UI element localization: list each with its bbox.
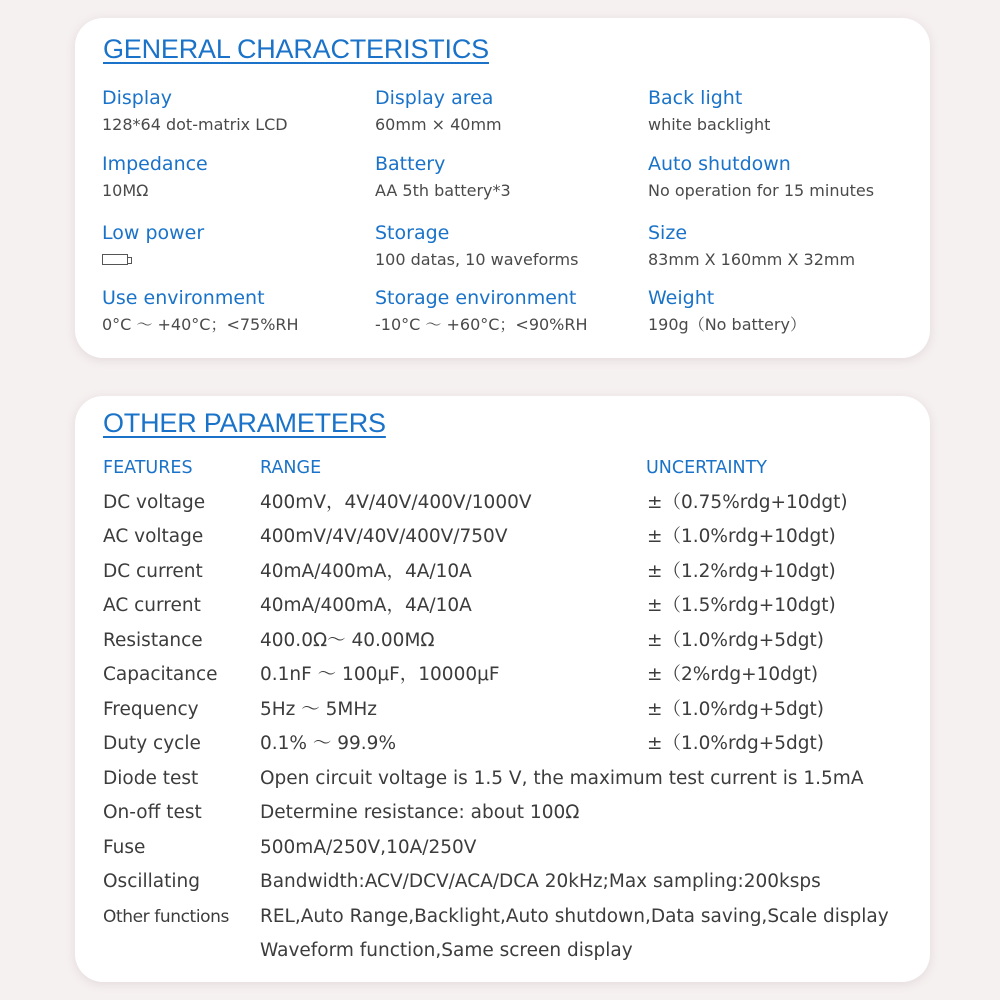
param-row-dc-voltage [75,491,930,521]
column-header-uncertainty: UNCERTAINTY [646,458,767,478]
param-row-other-functions [75,905,930,935]
spec-label: Low power [102,222,205,244]
spec-value: 83mm X 160mm X 32mm [648,250,856,269]
spec-label: Impedance [102,153,208,175]
param-uncertainty: ±（2%rdg+10dgt) [647,664,819,685]
param-feature: AC current [103,595,201,616]
param-feature: DC voltage [103,492,206,513]
param-feature: Frequency [103,699,199,720]
param-row-on-off-test [75,801,930,831]
spec-value: 60mm × 40mm [375,115,502,134]
spec-label: Back light [648,87,743,109]
param-uncertainty: ±（1.5%rdg+10dgt) [647,595,836,616]
param-row-dc-current [75,560,930,590]
param-feature: On-off test [103,802,202,823]
general-characteristics-card [75,18,930,358]
spec-use-environment [102,286,367,335]
param-range: 0.1nF ～ 100μF，10000μF [260,664,500,685]
spec-weight [648,286,913,335]
spec-value: 190g（No battery） [648,315,806,334]
param-uncertainty: ±（1.2%rdg+10dgt) [647,561,836,582]
column-header-features: FEATURES [103,458,193,478]
param-feature: Fuse [103,837,146,858]
spec-battery [375,152,640,201]
param-feature: Oscillating [103,871,200,892]
spec-back-light [648,86,913,135]
spec-label: Storage environment [375,287,577,309]
column-header-range: RANGE [260,458,322,478]
spec-storage-environment [375,286,640,335]
param-row-frequency [75,698,930,728]
spec-value: -10°C ～ +60°C；<90%RH [375,315,588,334]
param-range: 400.0Ω～ 40.00MΩ [260,630,435,651]
param-row-ac-voltage [75,525,930,555]
spec-label: Display [102,87,173,109]
param-range: Open circuit voltage is 1.5 V, the maximum test current is 1.5mA [260,768,864,789]
param-feature: Duty cycle [103,733,201,754]
param-feature: DC current [103,561,203,582]
param-row-duty-cycle [75,732,930,762]
spec-value: 0°C ～ +40°C；<75%RH [102,315,299,334]
param-uncertainty: ±（1.0%rdg+5dgt) [647,699,824,720]
spec-value: 128*64 dot-matrix LCD [102,115,288,134]
param-range: 0.1% ～ 99.9% [260,733,397,754]
param-uncertainty: ±（1.0%rdg+5dgt) [647,733,824,754]
spec-label: Auto shutdown [648,153,791,175]
spec-label: Storage [375,222,450,244]
spec-value: No operation for 15 minutes [648,181,875,200]
param-range: 5Hz ～ 5MHz [260,699,378,720]
param-uncertainty: ±（1.0%rdg+10dgt) [647,526,836,547]
param-feature: Capacitance [103,664,218,685]
param-range: REL,Auto Range,Backlight,Auto shutdown,Data saving,Scale display [260,906,889,927]
param-uncertainty: ±（0.75%rdg+10dgt) [647,492,848,513]
param-row-other-functions-continued [75,939,930,969]
param-row-resistance [75,629,930,659]
param-range: 400mV/4V/40V/400V/750V [260,526,508,547]
spec-value: AA 5th battery*3 [375,181,511,200]
spec-label: Display area [375,87,494,109]
param-range: 40mA/400mA，4A/10A [260,561,472,582]
param-uncertainty: ±（1.0%rdg+5dgt) [647,630,824,651]
spec-display [102,86,367,135]
spec-value: 100 datas, 10 waveforms [375,250,579,269]
spec-label: Size [648,222,688,244]
spec-label: Weight [648,287,715,309]
param-range: 400mV，4V/40V/400V/1000V [260,492,532,513]
spec-value: white backlight [648,115,771,134]
spec-value: 10MΩ [102,181,149,200]
general-characteristics-title: GENERAL CHARACTERISTICS [103,34,489,64]
battery-low-icon [102,254,128,265]
param-row-fuse [75,836,930,866]
other-parameters-title: OTHER PARAMETERS [103,408,386,438]
param-range: Bandwidth:ACV/DCV/ACA/DCA 20kHz;Max sampling:200ksps [260,871,821,892]
spec-display-area [375,86,640,135]
param-range: 500mA/250V,10A/250V [260,837,477,858]
other-parameters-card [75,396,930,982]
param-row-ac-current [75,594,930,624]
spec-label: Use environment [102,287,265,309]
spec-value [102,250,367,270]
spec-impedance [102,152,367,201]
spec-size [648,221,913,270]
spec-label: Battery [375,153,446,175]
param-range: 40mA/400mA，4A/10A [260,595,472,616]
spec-storage [375,221,640,270]
param-feature: Resistance [103,630,203,651]
param-range: Waveform function,Same screen display [260,940,633,961]
param-row-diode-test [75,767,930,797]
param-feature: AC voltage [103,526,204,547]
param-feature: Diode test [103,768,199,789]
param-range: Determine resistance: about 100Ω [260,802,580,823]
spec-auto-shutdown [648,152,913,201]
param-row-capacitance [75,663,930,693]
param-feature: Other functions [103,907,229,927]
param-row-oscillating [75,870,930,900]
spec-low-power [102,221,367,270]
